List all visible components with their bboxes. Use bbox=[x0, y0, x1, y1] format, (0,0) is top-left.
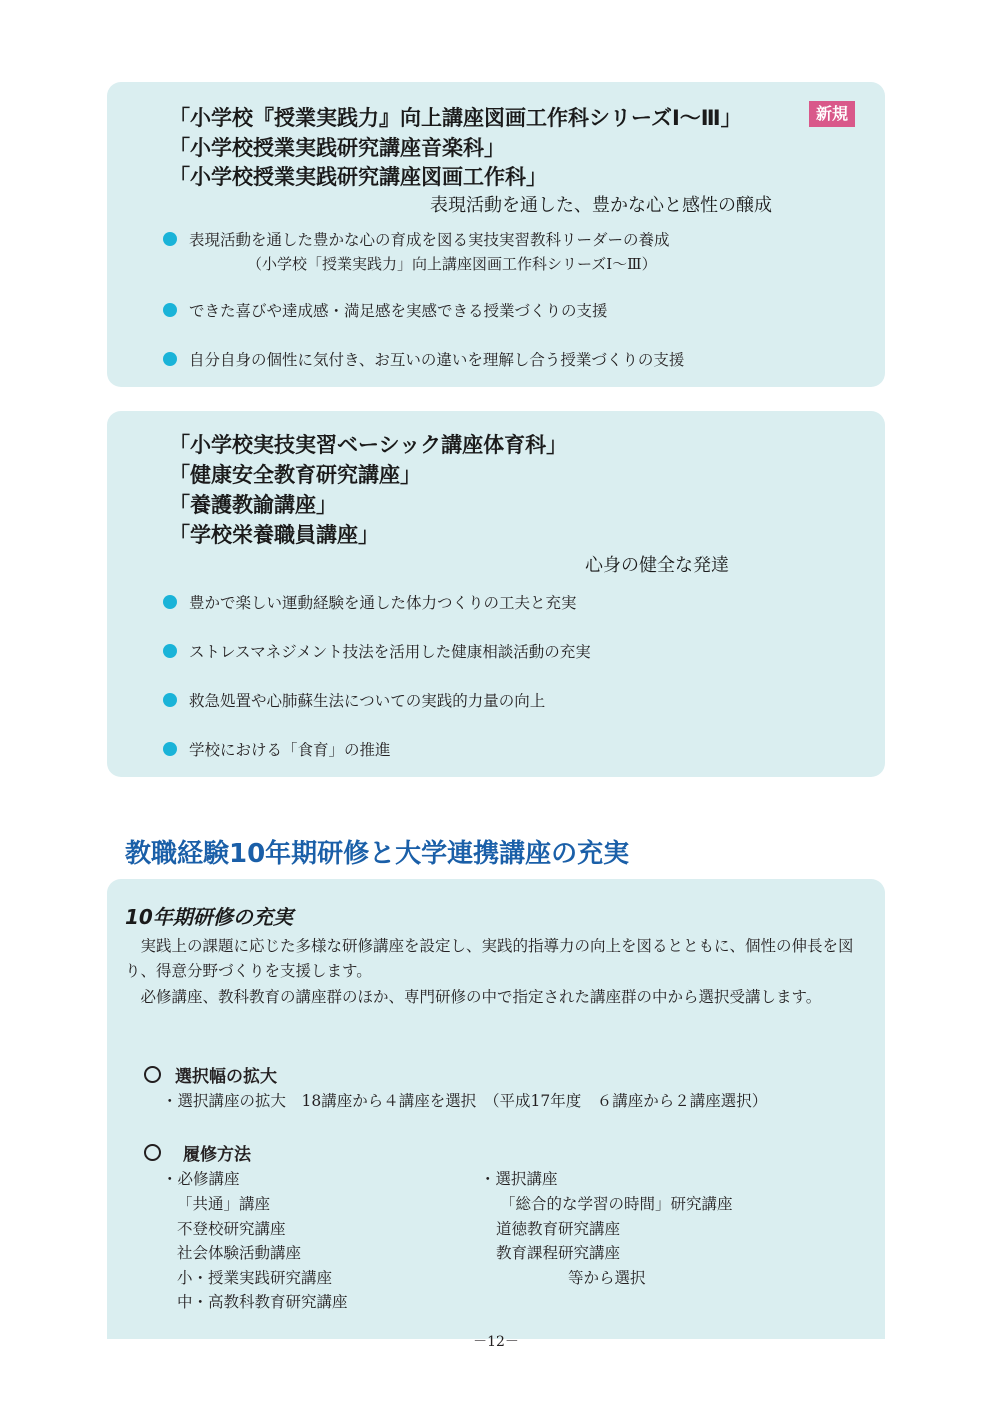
course-title: 「小学校『授業実践力』向上講座図画工作科シリーズⅠ～Ⅲ」 bbox=[169, 106, 742, 130]
bullet-text: できた喜びや達成感・満足感を実感できる授業づくりの支援 bbox=[189, 302, 608, 320]
bullet-text: ストレスマネジメント技法を活用した健康相談活動の充実 bbox=[189, 643, 591, 661]
right-col-item: 道徳教育研究講座 bbox=[496, 1220, 621, 1238]
left-col-item: 「共通」講座 bbox=[177, 1195, 271, 1213]
right-col-item: 等から選択 bbox=[568, 1269, 646, 1287]
bullet-dot-icon bbox=[163, 232, 177, 246]
right-col-item: 「総合的な学習の時間」研究講座 bbox=[500, 1195, 733, 1213]
bullet-text: 豊かで楽しい運動経験を通した体力つくりの工夫と充実 bbox=[189, 594, 577, 612]
bullet-dot-icon bbox=[163, 303, 177, 317]
left-col-item: 小・授業実践研究講座 bbox=[177, 1269, 333, 1287]
new-badge: 新規 bbox=[809, 101, 855, 127]
bullet-dot-icon bbox=[163, 595, 177, 609]
item-text: ・選択講座の拡大 18講座から４講座を選択 （平成17年度 ６講座から２講座選択） bbox=[162, 1092, 768, 1110]
bullet-dot-icon bbox=[163, 742, 177, 756]
course-title: 「小学校授業実践研究講座音楽科」 bbox=[169, 136, 505, 160]
bullet-dot-icon bbox=[163, 352, 177, 366]
right-col-item: ・選択講座 bbox=[480, 1170, 558, 1188]
course-title: 「健康安全教育研究講座」 bbox=[169, 463, 421, 487]
course-title: 「養護教諭講座」 bbox=[169, 493, 337, 517]
bullet-text: 学校における「食育」の推進 bbox=[189, 741, 391, 759]
bullet-text: 自分自身の個性に気付き、お互いの違いを理解し合う授業づくりの支援 bbox=[189, 351, 685, 369]
item-heading-text: 履修方法 bbox=[183, 1145, 251, 1165]
training-box bbox=[107, 879, 885, 1339]
bullet-dot-icon bbox=[163, 693, 177, 707]
bullet-subtext: （小学校「授業実践力」向上講座図画工作科シリーズⅠ～Ⅲ） bbox=[247, 255, 657, 273]
course-theme: 心身の健全な発達 bbox=[585, 555, 729, 576]
page-number: －12－ bbox=[473, 1334, 519, 1350]
item-heading bbox=[144, 1140, 251, 1165]
left-col-item: 社会体験活動講座 bbox=[177, 1244, 302, 1262]
circle-icon bbox=[144, 1144, 161, 1161]
left-col-item: ・必修講座 bbox=[162, 1170, 240, 1188]
course-title: 「小学校実技実習ベーシック講座体育科」 bbox=[169, 433, 568, 457]
course-box-art-music bbox=[107, 82, 885, 387]
course-title: 「学校栄養職員講座」 bbox=[169, 523, 379, 547]
item-heading-text: 選択幅の拡大 bbox=[175, 1067, 277, 1087]
course-box-health bbox=[107, 411, 885, 777]
item-heading bbox=[144, 1062, 277, 1087]
section-heading: 教職経験10年期研修と大学連携講座の充実 bbox=[125, 839, 630, 869]
paragraph: 必修講座、教科教育の講座群のほか、専門研修の中で指定された講座群の中から選択受講します。 bbox=[125, 988, 822, 1006]
left-col-item: 中・高教科教育研究講座 bbox=[177, 1293, 348, 1311]
course-title: 「小学校授業実践研究講座図画工作科」 bbox=[169, 165, 547, 189]
right-col-item: 教育課程研究講座 bbox=[496, 1244, 621, 1262]
course-theme: 表現活動を通した、豊かな心と感性の醸成 bbox=[430, 195, 772, 216]
left-col-item: 不登校研究講座 bbox=[177, 1220, 286, 1238]
bullet-text: 表現活動を通した豊かな心の育成を図る実技実習教科リーダーの養成 bbox=[189, 231, 670, 249]
paragraph: 実践上の課題に応じた多様な研修講座を設定し、実践的指導力の向上を図るとともに、個性の伸長を図り、得意分野づくりを支援します。 bbox=[125, 937, 854, 980]
bullet-dot-icon bbox=[163, 644, 177, 658]
sub-heading: 10年期研修の充実 bbox=[125, 905, 293, 929]
circle-icon bbox=[144, 1066, 161, 1083]
bullet-text: 救急処置や心肺蘇生法についての実践的力量の向上 bbox=[189, 692, 546, 710]
